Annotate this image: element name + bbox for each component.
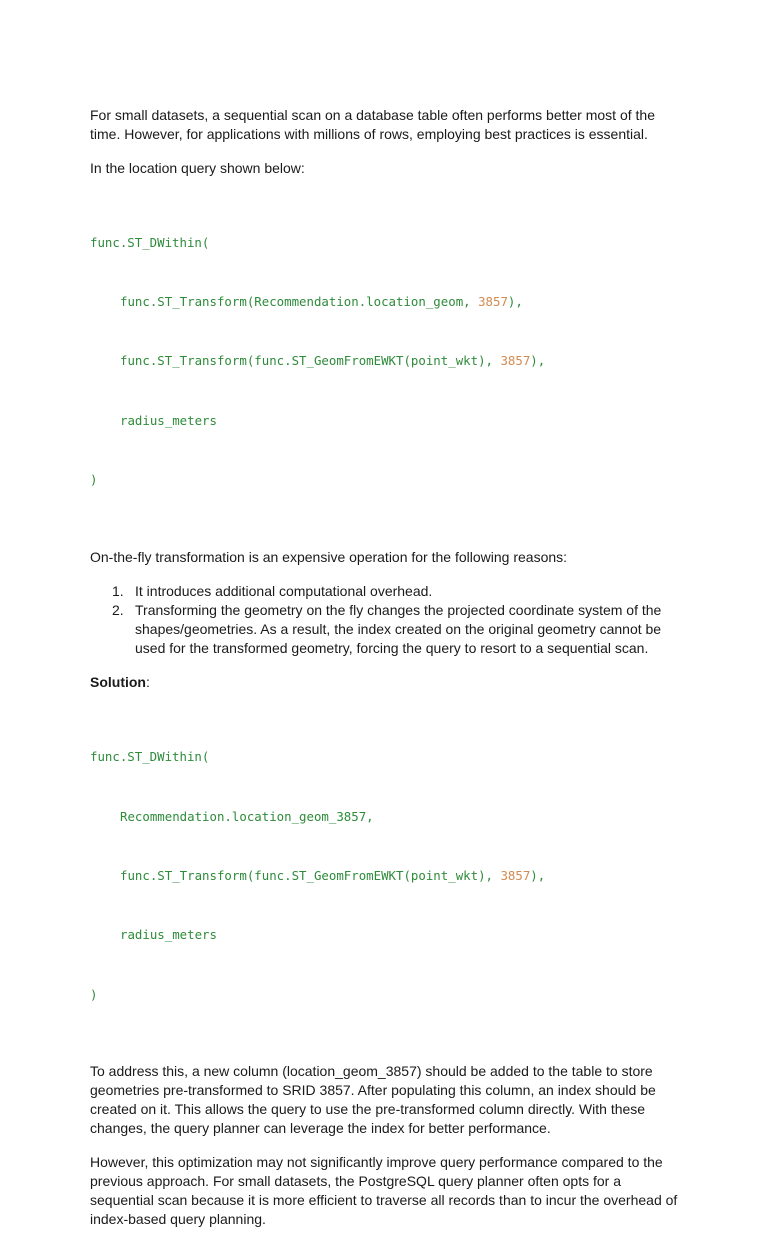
code-line <box>90 470 680 490</box>
code-line <box>90 233 680 253</box>
intro-paragraph: For small datasets, a sequential scan on a database table often performs better most of the time. However, for applications with millions of rows, employing best practices is essential. <box>90 107 655 142</box>
solution-heading <box>90 673 680 692</box>
code-number: 3857 <box>478 293 508 309</box>
code-text: ) <box>90 986 98 1002</box>
code-text: radius_meters <box>120 927 217 943</box>
code-text: ), <box>530 353 546 369</box>
code-line <box>90 866 680 886</box>
solution-explanation-paragraph: To address this, a new column (location_geom_3857) should be added to the table to store geometries pre-transformed to SRID 3857. After populating this column, an index should be created on it. This allows the query to use the pre-transformed column directly. With these changes, the query planner can leverage the index for better performance. <box>90 1063 656 1137</box>
code-number: 3857 <box>500 867 531 883</box>
code-text: func.ST_DWithin( <box>90 234 210 250</box>
code-block-solution-query <box>90 708 680 1045</box>
performance-note-paragraph: However, this optimization may not significantly improve query performance compared to the previous approach. For small datasets, the PostgreSQL query planner often opts for a sequential scan because it is more efficient to traverse all records than to incur the overhead of index-based query planning. <box>90 1154 678 1228</box>
code-text: func.ST_Transform(Recommendation.location_geom, <box>120 293 479 309</box>
code-line <box>90 292 680 312</box>
code-number: 3857 <box>500 353 531 369</box>
code-line <box>90 351 680 371</box>
list-item-text: Transforming the geometry on the fly changes the projected coordinate system of the shapes/geometries. As a result, the index created on the original geometry cannot be used for the transformed geometry, forcing the query to resort to a sequential scan. <box>135 601 662 656</box>
solution-suffix: : <box>146 673 150 690</box>
list-item <box>90 601 680 658</box>
code-line <box>90 747 680 767</box>
reasons-heading: On-the-fly transformation is an expensive operation for the following reasons: <box>90 548 568 565</box>
reasons-list <box>90 582 680 658</box>
list-item <box>90 582 680 601</box>
code-text: radius_meters <box>120 412 217 428</box>
code-text: ), <box>530 867 546 883</box>
code-text: func.ST_DWithin( <box>90 749 210 765</box>
code-text: Recommendation.location_geom_3857, <box>120 808 374 824</box>
code-text: func.ST_Transform(func.ST_GeomFromEWKT(point_wkt), <box>120 867 501 883</box>
code-text: func.ST_Transform(func.ST_GeomFromEWKT(point_wkt), <box>120 353 501 369</box>
document-page <box>90 106 680 1244</box>
list-marker: 1. <box>112 582 124 599</box>
list-marker: 2. <box>112 601 124 618</box>
code-line <box>90 807 680 827</box>
code-line <box>90 411 680 431</box>
code-line <box>90 925 680 945</box>
solution-label: Solution <box>90 673 146 690</box>
code-line <box>90 985 680 1005</box>
query-intro-paragraph: In the location query shown below: <box>90 160 305 176</box>
code-text: ) <box>90 472 98 488</box>
list-item-text: It introduces additional computational overhead. <box>135 582 433 599</box>
code-text: ), <box>507 293 523 309</box>
code-block-original-query <box>90 193 680 530</box>
